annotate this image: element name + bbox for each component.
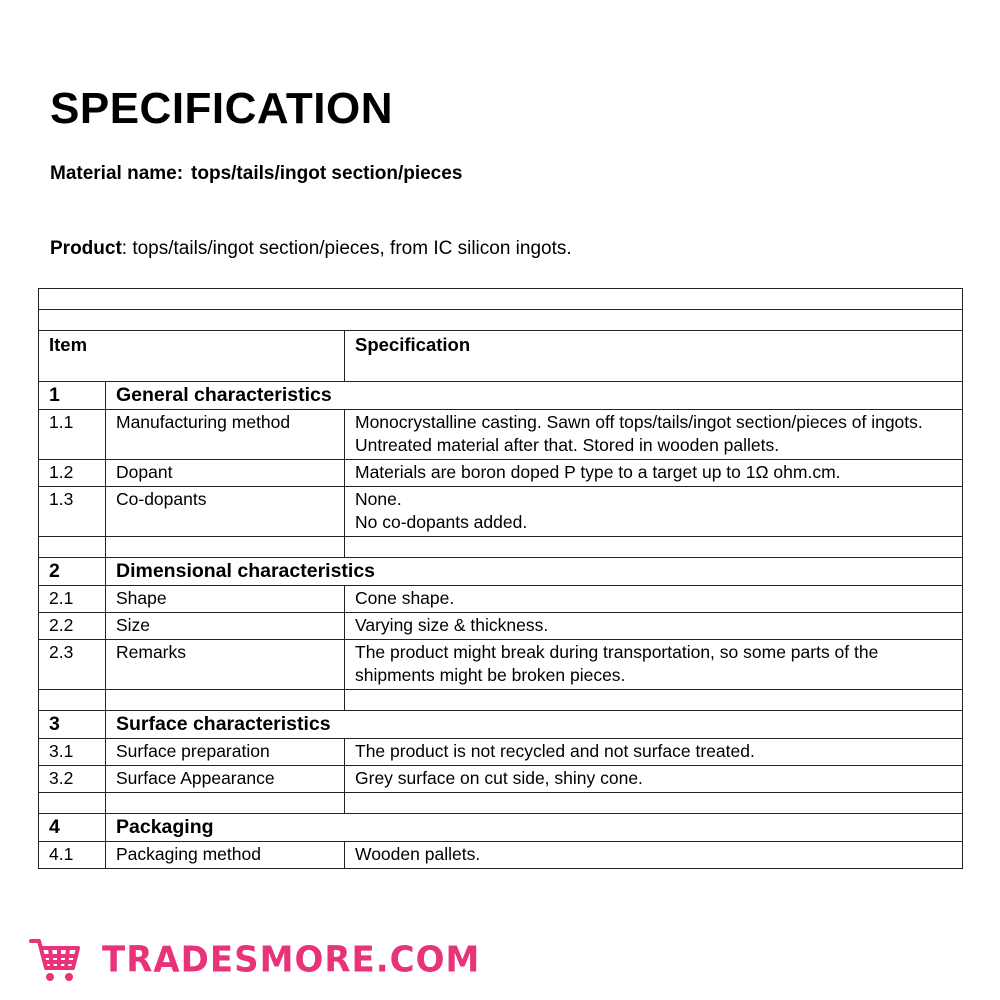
table-row (39, 766, 963, 793)
spacer-cell (39, 690, 106, 711)
row-specification (345, 739, 963, 766)
spacer-cell (106, 793, 345, 814)
material-name-value: tops/tails/ingot section/pieces (191, 163, 463, 184)
row-item-name: Co-dopants (106, 487, 345, 537)
spacer-cell (345, 537, 963, 558)
header-item: Item (39, 331, 345, 382)
specification-line: Grey surface on cut side, shiny cone. (355, 768, 643, 788)
row-specification (345, 613, 963, 640)
row-item-name: Manufacturing method (106, 410, 345, 460)
product-value: : tops/tails/ingot section/pieces, from IC silicon ingots. (121, 238, 572, 259)
row-number: 4.1 (39, 842, 106, 869)
spacer-cell (106, 537, 345, 558)
section-number: 3 (39, 711, 106, 739)
specification-line: Cone shape. (355, 588, 455, 608)
spacer-cell (106, 690, 345, 711)
section-title: Surface characteristics (106, 711, 963, 739)
row-number: 2.3 (39, 640, 106, 690)
blank-row (39, 310, 963, 331)
table-row (39, 640, 963, 690)
document-title: SPECIFICATION (50, 84, 394, 133)
table-row (39, 739, 963, 766)
row-specification (345, 640, 963, 690)
blank-cell (39, 310, 963, 331)
brand-logo (28, 936, 480, 984)
table-row (39, 613, 963, 640)
table-row (39, 586, 963, 613)
spacer-row (39, 537, 963, 558)
row-specification (345, 842, 963, 869)
table-row (39, 460, 963, 487)
table-row (39, 487, 963, 537)
blank-row (39, 289, 963, 310)
spacer-row (39, 690, 963, 711)
spacer-cell (345, 690, 963, 711)
row-specification (345, 766, 963, 793)
section-row (39, 814, 963, 842)
section-title: Dimensional characteristics (106, 558, 963, 586)
section-row (39, 382, 963, 410)
section-number: 1 (39, 382, 106, 410)
product-label: Product (50, 238, 122, 259)
row-item-name: Remarks (106, 640, 345, 690)
section-number: 4 (39, 814, 106, 842)
spacer-row (39, 793, 963, 814)
row-item-name: Packaging method (106, 842, 345, 869)
specification-line: The product might break during transportation, so some parts of the shipments might be broken pieces. (355, 642, 879, 685)
material-name-label: Material name: (50, 163, 184, 184)
specification-table-body (39, 289, 963, 869)
spacer-cell (345, 793, 963, 814)
row-item-name: Size (106, 613, 345, 640)
row-item-name: Dopant (106, 460, 345, 487)
specification-line: Untreated material after that. Stored in wooden pallets. (355, 435, 780, 455)
row-specification (345, 487, 963, 537)
specification-line: Wooden pallets. (355, 844, 481, 864)
header-specification: Specification (345, 331, 963, 382)
section-title: Packaging (106, 814, 963, 842)
row-item-name: Surface preparation (106, 739, 345, 766)
row-number: 1.3 (39, 487, 106, 537)
shopping-cart-icon (28, 936, 82, 984)
section-title: General characteristics (106, 382, 963, 410)
blank-cell (39, 289, 963, 310)
specification-line: None. (355, 489, 402, 509)
table-header-row (39, 331, 963, 382)
specification-line: The product is not recycled and not surface treated. (355, 741, 755, 761)
table-row (39, 842, 963, 869)
row-number: 1.1 (39, 410, 106, 460)
table-row (39, 410, 963, 460)
specification-line: Monocrystalline casting. Sawn off tops/tails/ingot section/pieces of ingots. (355, 412, 923, 432)
section-row (39, 711, 963, 739)
material-name-line (50, 163, 462, 185)
section-number: 2 (39, 558, 106, 586)
row-number: 1.2 (39, 460, 106, 487)
specification-line: Varying size & thickness. (355, 615, 549, 635)
brand-name: TRADESMORE.COM (102, 939, 481, 981)
specification-line: Materials are boron doped P type to a target up to 1Ω ohm.cm. (355, 462, 841, 482)
spacer-cell (39, 793, 106, 814)
spacer-cell (39, 537, 106, 558)
row-item-name: Surface Appearance (106, 766, 345, 793)
row-number: 3.1 (39, 739, 106, 766)
product-line (50, 238, 572, 260)
specification-line: No co-dopants added. (355, 512, 528, 532)
row-number: 2.1 (39, 586, 106, 613)
section-row (39, 558, 963, 586)
specification-table (38, 288, 963, 869)
row-number: 3.2 (39, 766, 106, 793)
row-number: 2.2 (39, 613, 106, 640)
row-specification (345, 410, 963, 460)
row-specification (345, 586, 963, 613)
row-item-name: Shape (106, 586, 345, 613)
row-specification (345, 460, 963, 487)
